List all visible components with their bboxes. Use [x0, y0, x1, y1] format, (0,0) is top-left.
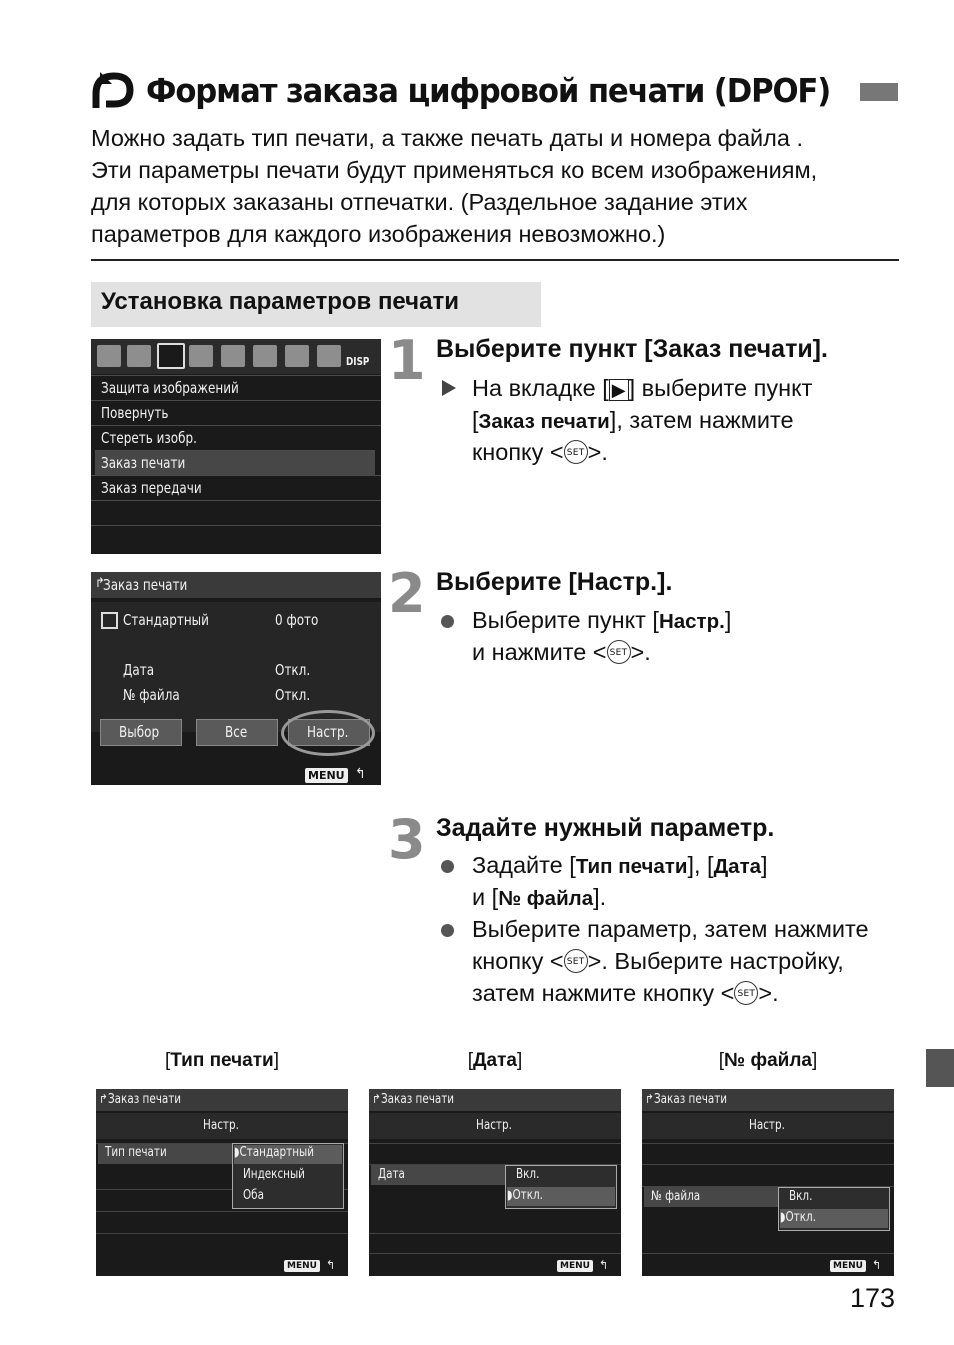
- step-number: 3: [388, 808, 426, 871]
- set-button-icon: SET: [607, 640, 631, 664]
- intro-line: параметров для каждого изображения невозможно.): [91, 221, 666, 247]
- page-number: 173: [850, 1283, 896, 1313]
- caption-file-number: [№ файла]: [718, 1050, 818, 1071]
- option[interactable]: Индексный: [243, 1167, 305, 1182]
- screen-subtitle: Настр.: [203, 1118, 239, 1133]
- menu-item-selected: [95, 450, 375, 476]
- step-instructions: [436, 604, 896, 668]
- print-type-value: Стандартный: [123, 611, 209, 629]
- bullet-icon: [436, 913, 458, 945]
- return-icon: ↰: [326, 1258, 336, 1272]
- highlight-ring: [281, 710, 375, 756]
- return-icon: ↰: [355, 766, 366, 782]
- print-count: 0 фото: [275, 611, 319, 629]
- instruction-line: На вкладке [ ▶ ] выберите пункт: [472, 375, 813, 401]
- menu-button-icon: MENU: [557, 1260, 593, 1272]
- bullet-icon: [436, 849, 458, 881]
- print-order-screen: [91, 572, 381, 785]
- instruction-line: кнопку < SET >. Выберите настройку,: [472, 948, 844, 974]
- menu-item-label: Повернуть: [101, 404, 169, 422]
- date-label: Дата: [378, 1167, 405, 1182]
- screen-subtitle: Настр.: [749, 1118, 785, 1133]
- setup-button-label: Настр.: [307, 723, 349, 741]
- set-button-icon: SET: [564, 440, 588, 464]
- menu-button-icon: MENU: [305, 768, 348, 783]
- shoot-tab-icon: [97, 345, 121, 367]
- screen-title: Заказ печати: [103, 576, 188, 594]
- menu-item: [91, 375, 381, 401]
- print-order-icon: ↱: [372, 1092, 382, 1106]
- playback-tab-icon: ▶: [609, 379, 629, 401]
- step-instructions: [436, 372, 896, 468]
- set-button-icon: SET: [564, 949, 588, 973]
- option-selected[interactable]: ◗Откл.: [780, 1210, 816, 1225]
- intro-text: [91, 122, 901, 250]
- menu-item: [91, 475, 381, 501]
- menu-tabs: [91, 339, 381, 374]
- instruction-line: и [№ файла].: [472, 884, 607, 910]
- print-type-label: Тип печати: [105, 1145, 167, 1160]
- caption-date: [Дата]: [467, 1050, 523, 1071]
- return-icon: ↰: [872, 1258, 882, 1272]
- setup-tab-icon: [253, 345, 277, 367]
- playback-tab-icon: [189, 345, 213, 367]
- screen-title: Заказ печати: [381, 1092, 455, 1107]
- menu-item-label: Заказ передачи: [101, 479, 202, 497]
- caption-print-type: [Тип печати]: [164, 1050, 280, 1071]
- menu-button-icon: MENU: [284, 1260, 320, 1272]
- screen-title: Заказ печати: [108, 1092, 182, 1107]
- menu-item-empty: [91, 525, 381, 551]
- instruction-line: кнопку < SET >.: [472, 439, 608, 465]
- option[interactable]: Вкл.: [516, 1167, 540, 1182]
- playback-tab-icon: [157, 343, 185, 369]
- step-number: 2: [388, 562, 426, 625]
- shoot-tab-icon: [127, 345, 151, 367]
- file-number-value: Откл.: [275, 686, 311, 704]
- print-order-icon: [92, 68, 136, 112]
- menu-item-label: Стереть изобр.: [101, 429, 197, 447]
- set-button-icon: SET: [734, 981, 758, 1005]
- bullet-icon: [436, 604, 458, 636]
- menu-button-icon: MENU: [830, 1260, 866, 1272]
- section-heading-text: Установка параметров печати: [101, 288, 459, 315]
- step-instructions: [436, 849, 906, 1011]
- instruction-line: и нажмите < SET >.: [472, 639, 651, 665]
- menu-item: [91, 400, 381, 426]
- step-title: Задайте нужный параметр.: [436, 814, 775, 842]
- page-title: Формат заказа цифровой печати (DPOF): [146, 70, 831, 110]
- divider: [91, 259, 899, 261]
- instruction-line: Выберите параметр, затем нажмите: [472, 916, 869, 942]
- title-decoration: [860, 83, 898, 101]
- camera-menu-screen: [91, 339, 381, 554]
- print-type-screen: [96, 1089, 348, 1276]
- page-title-row: [92, 66, 882, 114]
- print-order-icon: ↱: [95, 576, 105, 591]
- instruction-line: [Заказ печати], затем нажмите: [472, 407, 794, 433]
- chapter-tab: [926, 1049, 954, 1087]
- instruction-line: Задайте [Тип печати], [Дата]: [472, 852, 768, 878]
- disp-label: DISP: [346, 355, 370, 368]
- instruction-line: затем нажмите кнопку < SET >.: [472, 980, 779, 1006]
- date-screen: [369, 1089, 621, 1276]
- option-selected[interactable]: ◗Откл.: [507, 1188, 543, 1203]
- mymenu-tab-icon: [317, 345, 341, 367]
- file-number-screen: [642, 1089, 894, 1276]
- print-order-icon: ↱: [645, 1092, 655, 1106]
- file-number-label: № файла: [123, 686, 180, 704]
- date-label: Дата: [123, 661, 155, 679]
- select-button[interactable]: [100, 719, 182, 746]
- all-button[interactable]: [196, 719, 278, 746]
- setup-tab-icon: [221, 345, 245, 367]
- step-number: 1: [388, 329, 426, 392]
- instruction-line: Выберите пункт [Настр.]: [472, 607, 732, 633]
- menu-item-label: Заказ печати: [101, 454, 186, 472]
- option[interactable]: Оба: [243, 1188, 264, 1203]
- all-button-label: Все: [225, 723, 248, 741]
- step-title: Выберите пункт [Заказ печати].: [436, 335, 828, 363]
- section-heading: [91, 282, 541, 327]
- print-order-icon: ↱: [99, 1092, 109, 1106]
- select-button-label: Выбор: [119, 723, 160, 741]
- file-number-label: № файла: [651, 1189, 701, 1204]
- option[interactable]: Вкл.: [789, 1189, 813, 1204]
- intro-line: Эти параметры печати будут применяться ко всем изображениям,: [91, 157, 818, 183]
- menu-item-empty: [91, 500, 381, 526]
- return-icon: ↰: [599, 1258, 609, 1272]
- menu-item-label: Защита изображений: [101, 379, 239, 397]
- standard-print-icon: [101, 612, 118, 629]
- screen-header: [91, 572, 381, 598]
- arrow-bullet-icon: [436, 372, 458, 404]
- screen-subtitle: Настр.: [476, 1118, 512, 1133]
- intro-line: Можно задать тип печати, а также печать даты и номера файла .: [91, 125, 804, 151]
- screen-title: Заказ печати: [654, 1092, 728, 1107]
- intro-line: для которых заказаны отпечатки. (Раздельное задание этих: [91, 189, 748, 215]
- option-selected[interactable]: ◗Стандартный: [234, 1145, 314, 1160]
- menu-item: [91, 425, 381, 451]
- step-title: Выберите [Настр.].: [436, 568, 673, 596]
- date-value: Откл.: [275, 661, 311, 679]
- setup-tab-icon: [285, 345, 309, 367]
